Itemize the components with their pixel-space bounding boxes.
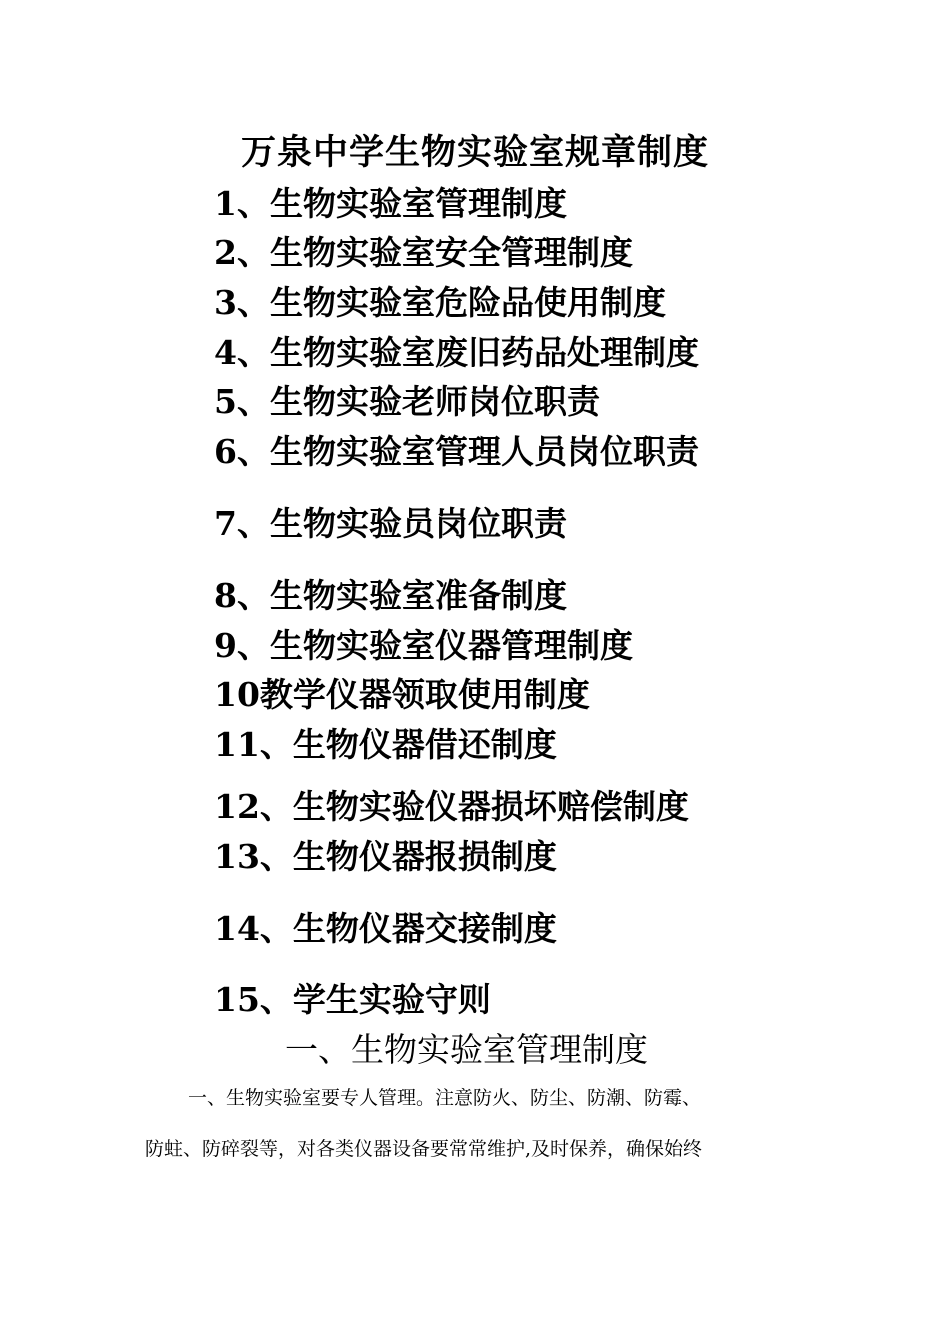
toc-item-5: 5、生物实验老师岗位职责 (214, 382, 600, 421)
toc-item-1: 1、生物实验室管理制度 (214, 184, 567, 223)
toc-item-13: 13、生物仪器报损制度 (214, 837, 557, 876)
paragraph-line-1: 一、生物实验室要专人管理。注意防火、防尘、防潮、防霉、 (188, 1087, 702, 1109)
toc-item-7: 7、生物实验员岗位职责 (214, 504, 567, 543)
paragraph-line-2: 防蛀、防碎裂等，对各类仪器设备要常常维护,及时保养，确保始终 (145, 1138, 703, 1160)
toc-item-10: 10教学仪器领取使用制度 (214, 675, 590, 714)
toc-item-11: 11、生物仪器借还制度 (214, 725, 557, 764)
toc-item-8: 8、生物实验室准备制度 (214, 576, 567, 615)
section-heading: 一、生物实验室管理制度 (285, 1030, 648, 1069)
toc-item-3: 3、生物实验室危险品使用制度 (214, 283, 666, 322)
document-title: 万泉中学生物实验室规章制度 (240, 132, 709, 173)
toc-item-2: 2、生物实验室安全管理制度 (214, 233, 633, 272)
toc-item-9: 9、生物实验室仪器管理制度 (214, 626, 633, 665)
toc-item-12: 12、生物实验仪器损坏赔偿制度 (214, 787, 689, 826)
toc-item-4: 4、生物实验室废旧药品处理制度 (214, 333, 699, 372)
toc-item-6: 6、生物实验室管理人员岗位职责 (214, 432, 699, 471)
toc-item-14: 14、生物仪器交接制度 (214, 909, 557, 948)
toc-item-15: 15、学生实验守则 (214, 980, 491, 1019)
